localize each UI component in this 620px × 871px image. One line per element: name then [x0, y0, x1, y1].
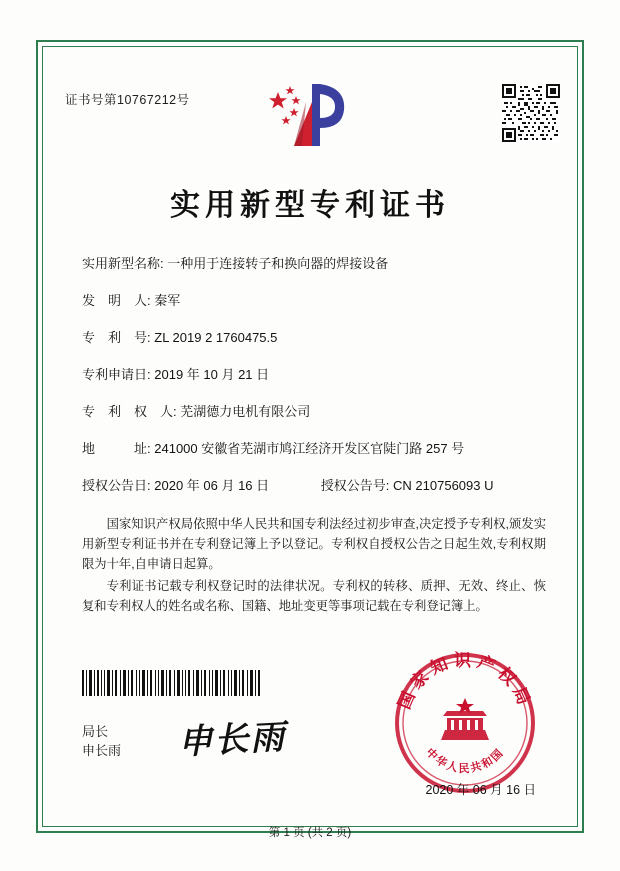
field-row-application-date — [82, 365, 550, 385]
certificate-fields — [82, 254, 550, 513]
field-label: 专 利 权 人: — [82, 404, 177, 419]
page-title: 实用新型专利证书 — [170, 188, 450, 223]
field-value: ZL 2019 2 1760475.5 — [154, 330, 278, 345]
certificate-number: 证书号第10767212号 — [65, 93, 190, 107]
field-value: 241000 安徽省芜湖市鸠江经济开发区官陡门路 257 号 — [154, 441, 465, 456]
paragraph-2: 专利证书记载专利权登记时的法律状况。专利权的转移、质押、无效、终止、恢复和专利权人的姓名或名称、国籍、地址变更等事项记载在专利登记簿上。 — [82, 579, 546, 613]
field-value: 芜湖德力电机有限公司 — [180, 404, 311, 419]
grant-announcement-label: 授权公告号: — [320, 478, 390, 493]
barcode — [82, 670, 260, 696]
field-row-patent-number — [82, 328, 550, 348]
field-value: 2019 年 10 月 21 日 — [154, 367, 270, 382]
field-label: 专 利 号: — [82, 330, 151, 345]
field-row-name — [82, 254, 550, 274]
field-row-address — [82, 439, 550, 459]
page-indicator: 第 1 页 (共 2 页) — [268, 827, 352, 839]
legal-paragraphs — [82, 514, 546, 618]
paragraph-1: 国家知识产权局依照中华人民共和国专利法经过初步审查,决定授予专利权,颁发实用新型专利证书并在专利登记簿上予以登记。专利权自授权公告之日起生效,专利权期限为十年,自申请日起算。 — [82, 517, 546, 571]
certificate-content — [60, 62, 560, 839]
field-row-inventor — [82, 291, 550, 311]
field-row-grant — [82, 476, 550, 496]
field-label: 专利申请日: — [82, 367, 151, 382]
director-role-label: 局长 — [82, 724, 109, 739]
field-value: 秦军 — [154, 293, 181, 308]
handwritten-signature: 申长雨 — [177, 717, 288, 763]
official-seal — [392, 650, 538, 796]
field-label: 地 址: — [82, 441, 151, 456]
field-label: 发 明 人: — [82, 293, 151, 308]
field-value: 2020 年 06 月 16 日 — [154, 478, 270, 493]
field-label: 实用新型名称: — [82, 256, 164, 271]
qr-code — [502, 84, 560, 142]
field-row-patentee — [82, 402, 550, 422]
ip-administration-emblem-icon — [250, 76, 370, 154]
field-value: 一种用于连接转子和换向器的焊接设备 — [167, 256, 389, 271]
director-name-label: 申长雨 — [82, 743, 122, 758]
svg-text:中华人民共和国: 中华人民共和国 — [423, 745, 507, 775]
grant-announcement-value: CN 210756093 U — [393, 478, 494, 493]
seal-date: 2020 年 06 月 16 日 — [425, 783, 536, 797]
svg-text:国家知识产权局: 国家知识产权局 — [394, 651, 536, 713]
field-label: 授权公告日: — [82, 478, 151, 493]
signature-block — [82, 722, 121, 760]
